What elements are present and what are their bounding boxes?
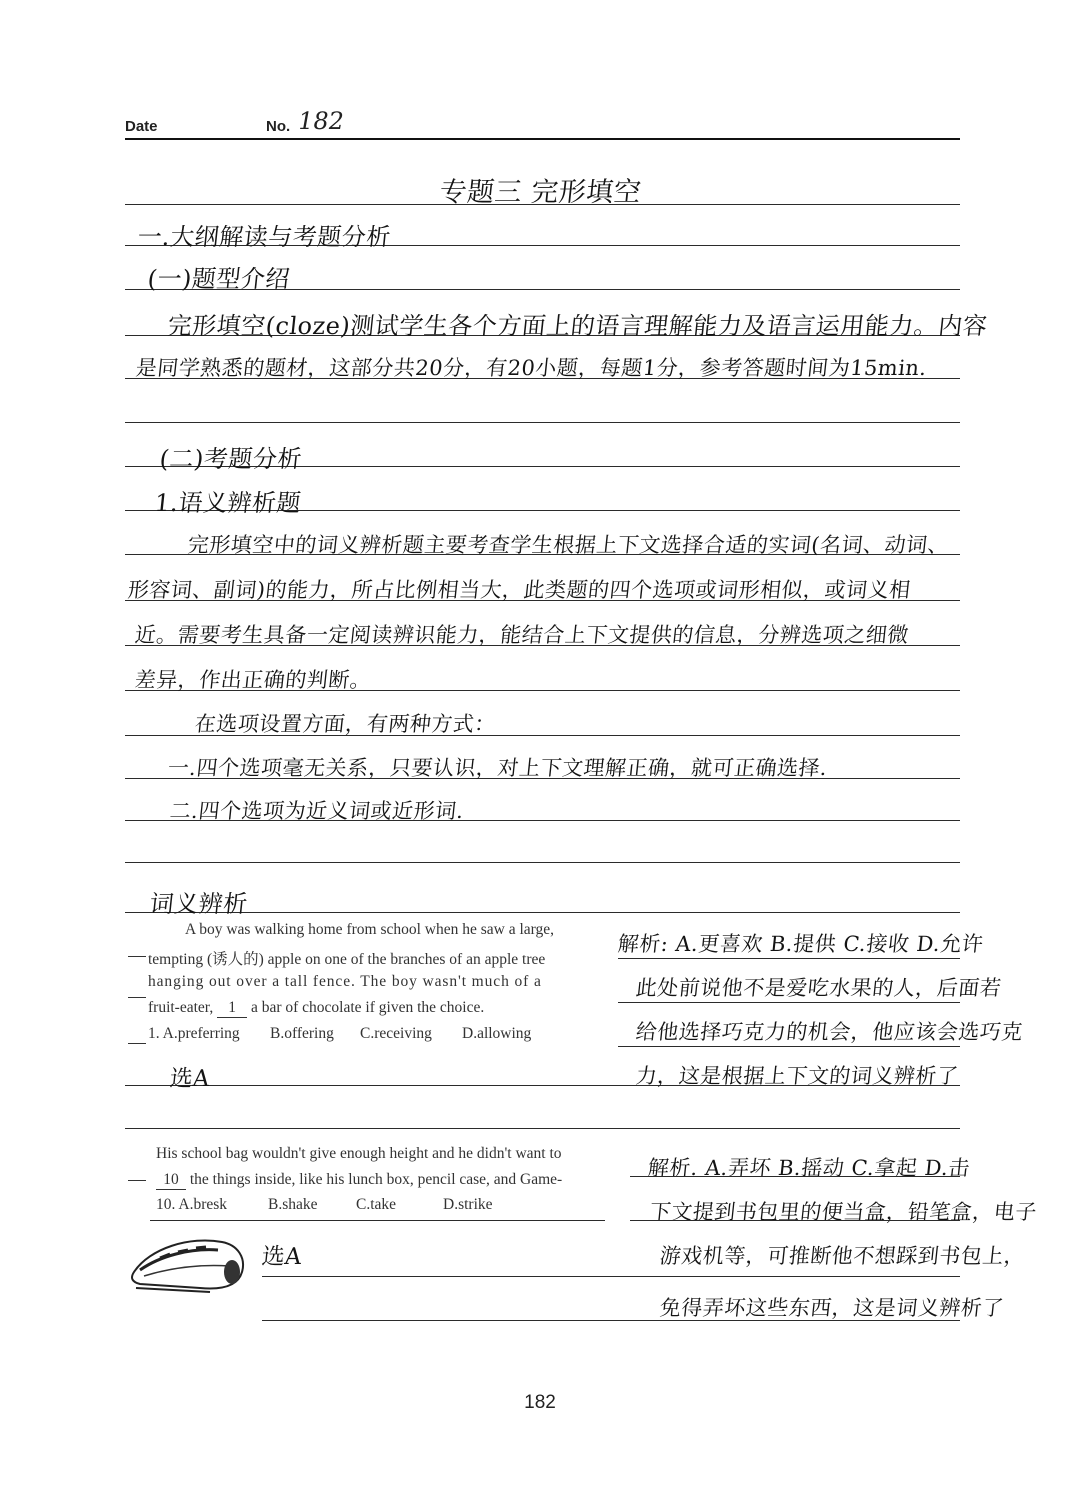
example2-option: 10. A.bresk <box>156 1196 228 1213</box>
example1-analysis-line: 给他选择巧克力的机会，他应该会选巧克 <box>634 1020 1025 1044</box>
ruled-line <box>618 1002 960 1003</box>
section2-para-line: 形容词、副词)的能力，所占比例相当大，此类题的四个选项或词形相似，或词义相 <box>126 578 912 602</box>
margin-dash <box>128 1180 146 1181</box>
example2-option: C.take <box>356 1196 397 1213</box>
page-number: 182 <box>524 1392 556 1413</box>
ruled-line <box>618 1046 960 1047</box>
margin-dash <box>128 997 146 998</box>
example1-analysis-line: 解析: A.更喜欢 B.提供 C.接收 D.允许 <box>616 932 985 956</box>
section2-item-heading: 1.语义辨析题 <box>153 489 303 517</box>
example2-analysis-line: 免得弄坏这些东西，这是词义辨析了 <box>658 1296 1006 1320</box>
example2-answer: 选A <box>260 1244 303 1270</box>
example1-analysis-line: 力，这是根据上下文的词义辨析了 <box>634 1064 960 1088</box>
ruled-line <box>125 862 960 863</box>
example2-text-line <box>156 1171 562 1190</box>
example1-text-line <box>148 999 484 1018</box>
example2-analysis-line: 解析. A.弄坏 B.摇动 C.拿起 D.击 <box>646 1156 972 1180</box>
ruled-line <box>630 1176 960 1177</box>
example2-option: B.shake <box>268 1196 318 1213</box>
example1-option: C.receiving <box>360 1025 432 1042</box>
example1-answer: 选A <box>168 1066 211 1092</box>
example1-text-line: A boy was walking home from school when he saw a large, <box>185 921 555 938</box>
section2-para-line: 差异，作出正确的判断。 <box>133 668 373 692</box>
example2-analysis-line: 下文提到书包里的便当盒，铅笔盒，电子 <box>648 1200 1039 1224</box>
bullet-train-icon <box>130 1228 250 1296</box>
section2-para-line: 在选项设置方面，有两种方式： <box>193 712 498 736</box>
example2-line2-post: the things inside, like his lunch box, pencil case, and Game- <box>189 1171 563 1188</box>
example1-option: B.offering <box>270 1025 334 1042</box>
section1-sub-heading: (一)题型介绍 <box>146 265 292 293</box>
no-label: No. <box>266 118 291 135</box>
example2-option: D.strike <box>443 1196 493 1213</box>
section2-sub-heading: (二)考题分析 <box>158 445 304 473</box>
section1-para-line: 完形填空(cloze)测试学生各个方面上的语言理解能力及语言运用能力。内容 <box>166 312 989 340</box>
example2-blank: 10 <box>156 1171 186 1190</box>
ruled-line <box>150 1220 605 1221</box>
ruled-line <box>125 422 960 423</box>
margin-dash <box>128 956 146 957</box>
example1-line4-pre: fruit-eater, <box>148 999 214 1016</box>
vocab-heading: 词义辨析 <box>148 890 250 918</box>
example1-blank: 1 <box>217 999 247 1018</box>
way-one: 一.四个选项毫无关系，只要认识，对上下文理解正确，就可正确选择. <box>166 756 829 780</box>
ruled-line <box>125 1128 960 1129</box>
ruled-line <box>618 958 960 959</box>
ruled-line <box>262 1276 960 1277</box>
section2-para-line: 完形填空中的词义辨析题主要考查学生根据上下文选择合适的实词(名词、动词、 <box>186 533 951 557</box>
margin-dash <box>128 1043 146 1044</box>
example1-analysis-line: 此处前说他不是爱吃水果的人，后面若 <box>634 976 1003 1000</box>
date-label: Date <box>125 118 158 135</box>
ruled-line <box>630 1220 960 1221</box>
example2-text-line: His school bag wouldn't give enough height and he didn't want to <box>156 1145 562 1162</box>
example1-option: 1. A.preferring <box>148 1025 240 1042</box>
section2-para-line: 近。需要考生具备一定阅读辨识能力，能结合上下文提供的信息，分辨选项之细微 <box>133 623 911 647</box>
example2-analysis-line: 游戏机等，可推断他不想踩到书包上， <box>658 1244 1027 1268</box>
ruled-line <box>125 912 960 913</box>
no-value: 182 <box>295 107 347 135</box>
example1-option: D.allowing <box>462 1025 532 1042</box>
header-rule <box>125 138 960 140</box>
example1-text-line: hanging out over a tall fence. The boy wasn't much of a <box>148 973 542 990</box>
example1-line4-post: a bar of chocolate if given the choice. <box>250 999 485 1016</box>
way-two: 二.四个选项为近义词或近形词. <box>168 799 466 823</box>
example1-text-line: tempting (诱人的) apple on one of the branches of an apple tree <box>148 951 546 968</box>
section1-para-line: 是同学熟悉的题材，这部分共20分，有20小题，每题1分，参考答题时间为15min. <box>134 356 929 380</box>
page-title: 专题三 完形填空 <box>438 177 643 208</box>
section1-heading: 一.大纲解读与考题分析 <box>136 223 393 251</box>
